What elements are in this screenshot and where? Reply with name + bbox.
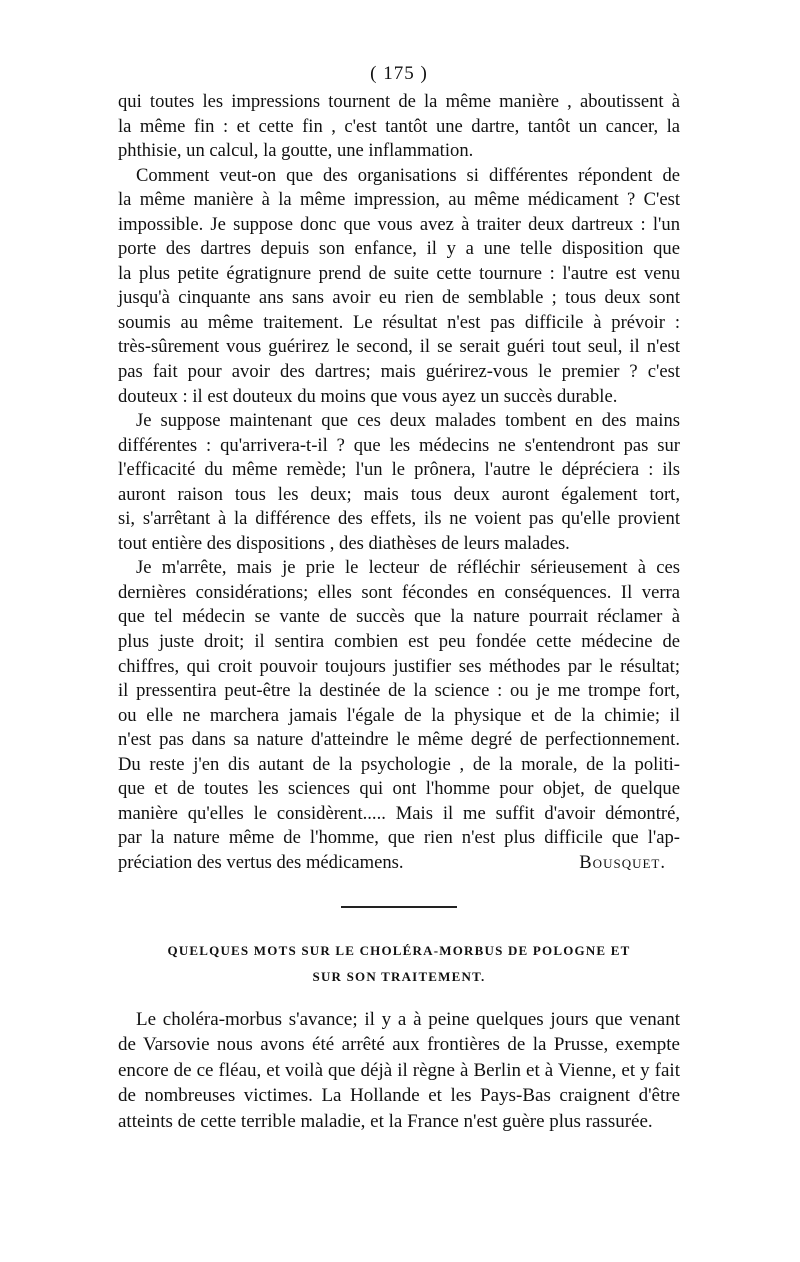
text-line: si, s'arrêtant à la différence des effets, ils ne voient pas qu'elle provient bbox=[118, 508, 680, 530]
text-line: différentes : qu'arrivera-t-il ? que les médecins ne s'entendront pas sur bbox=[118, 434, 680, 456]
text-line: dernières considérations; elles sont fécondes en conséquences. Il verra bbox=[118, 581, 680, 603]
text-line: la même manière à la même impression, au même médicament ? C'est bbox=[118, 189, 680, 211]
text-line: impossible. Je suppose donc que vous avez à traiter deux dartreux : l'un bbox=[118, 213, 680, 235]
paragraph-4 bbox=[118, 556, 680, 875]
text-line: ou elle ne marchera jamais l'égale de la physique et de la chimie; il bbox=[118, 704, 680, 726]
text-line: très-sûrement vous guérirez le second, il se serait guéri tout seul, il n'est bbox=[118, 336, 680, 358]
paragraph-5 bbox=[118, 1007, 680, 1135]
text-line: préciation des vertus des médicamens. bbox=[118, 851, 404, 873]
document-page bbox=[118, 62, 680, 1134]
text-line: phthisie, un calcul, la goutte, une inflammation. bbox=[118, 140, 474, 162]
text-line: de nombreuses victimes. La Hollande et les Pays-Bas craignent d'être bbox=[118, 1085, 680, 1106]
text-line: n'est pas dans sa nature d'atteindre le même degré de perfectionnement. bbox=[118, 729, 680, 751]
text-line: porte des dartres depuis son enfance, il y a une telle disposition que bbox=[118, 238, 680, 260]
text-line: encore de ce fléau, et voilà que déjà il règne à Berlin et à Vienne, et y fait bbox=[118, 1059, 680, 1081]
heading-line: QUELQUES MOTS SUR LE CHOLÉRA-MORBUS DE POLOGNE ET bbox=[167, 942, 631, 958]
author-signature: Bousquet. bbox=[579, 851, 666, 873]
text-line: Du reste j'en dis autant de la psychologie , de la morale, de la politi- bbox=[118, 753, 680, 775]
heading-line: SUR SON TRAITEMENT. bbox=[312, 968, 486, 984]
text-line: Comment veut-on que des organisations si différentes répondent de bbox=[136, 164, 680, 186]
text-line: atteints de cette terrible maladie, et la France n'est guère plus rassurée. bbox=[118, 1110, 653, 1132]
text-line: que et de toutes les sciences qui ont l'homme pour objet, de quelque bbox=[118, 778, 680, 800]
section-divider bbox=[341, 906, 457, 908]
text-line-with-signature bbox=[118, 851, 680, 876]
text-line: qui toutes les impressions tournent de la même manière , aboutissent à bbox=[118, 91, 680, 112]
text-line: la plus petite égratignure prend de suite cette tournure : l'autre est venu bbox=[118, 262, 680, 284]
text-line: par la nature même de l'homme, que rien n'est plus difficile que l'ap- bbox=[118, 827, 680, 849]
text-line: plus juste droit; il sentira combien est peu fondée cette médecine de bbox=[118, 631, 680, 653]
paragraph-1 bbox=[118, 90, 680, 164]
text-line: Le choléra-morbus s'avance; il y a à peine quelques jours que venant bbox=[136, 1008, 680, 1030]
text-line: il pressentira peut-être la destinée de la science : ou je me trompe fort, bbox=[118, 680, 680, 702]
text-line: Je m'arrête, mais je prie le lecteur de réfléchir sérieusement à ces bbox=[136, 557, 680, 579]
paragraph-2 bbox=[118, 164, 680, 409]
text-line: la même fin : et cette fin , c'est tantôt une dartre, tantôt un cancer, la bbox=[118, 115, 680, 137]
text-line: chiffres, qui croit pouvoir toujours justifier ses méthodes par le résultat; bbox=[118, 655, 680, 677]
section-heading bbox=[118, 938, 680, 990]
paragraph-3 bbox=[118, 409, 680, 556]
text-line: jusqu'à cinquante ans sans avoir eu rien de semblable ; tous deux sont bbox=[118, 287, 680, 309]
page-number: ( 175 ) bbox=[370, 63, 428, 84]
text-line: douteux : il est douteux du moins que vous ayez un succès durable. bbox=[118, 385, 618, 407]
text-line: tout entière des dispositions , des diathèses de leurs malades. bbox=[118, 532, 570, 554]
text-line: Je suppose maintenant que ces deux malades tombent en des mains bbox=[136, 410, 680, 432]
text-line: auront raison tous les deux; mais tous deux auront également tort, bbox=[118, 483, 680, 505]
text-line: que tel médecin se vante de succès que la nature pourrait réclamer à bbox=[118, 606, 680, 628]
text-line: l'efficacité du même remède; l'un le prônera, l'autre le dépréciera : ils bbox=[118, 459, 680, 481]
text-line: de Varsovie nous avons été arrêté aux frontières de la Prusse, exempte bbox=[118, 1034, 680, 1055]
text-line: pas fait pour avoir des dartres; mais guérirez-vous le premier ? c'est bbox=[118, 361, 680, 383]
text-line: soumis au même traitement. Le résultat n'est pas difficile à prévoir : bbox=[118, 311, 680, 333]
text-line: manière qu'elles le considèrent..... Mais il me suffit d'avoir démontré, bbox=[118, 802, 680, 824]
